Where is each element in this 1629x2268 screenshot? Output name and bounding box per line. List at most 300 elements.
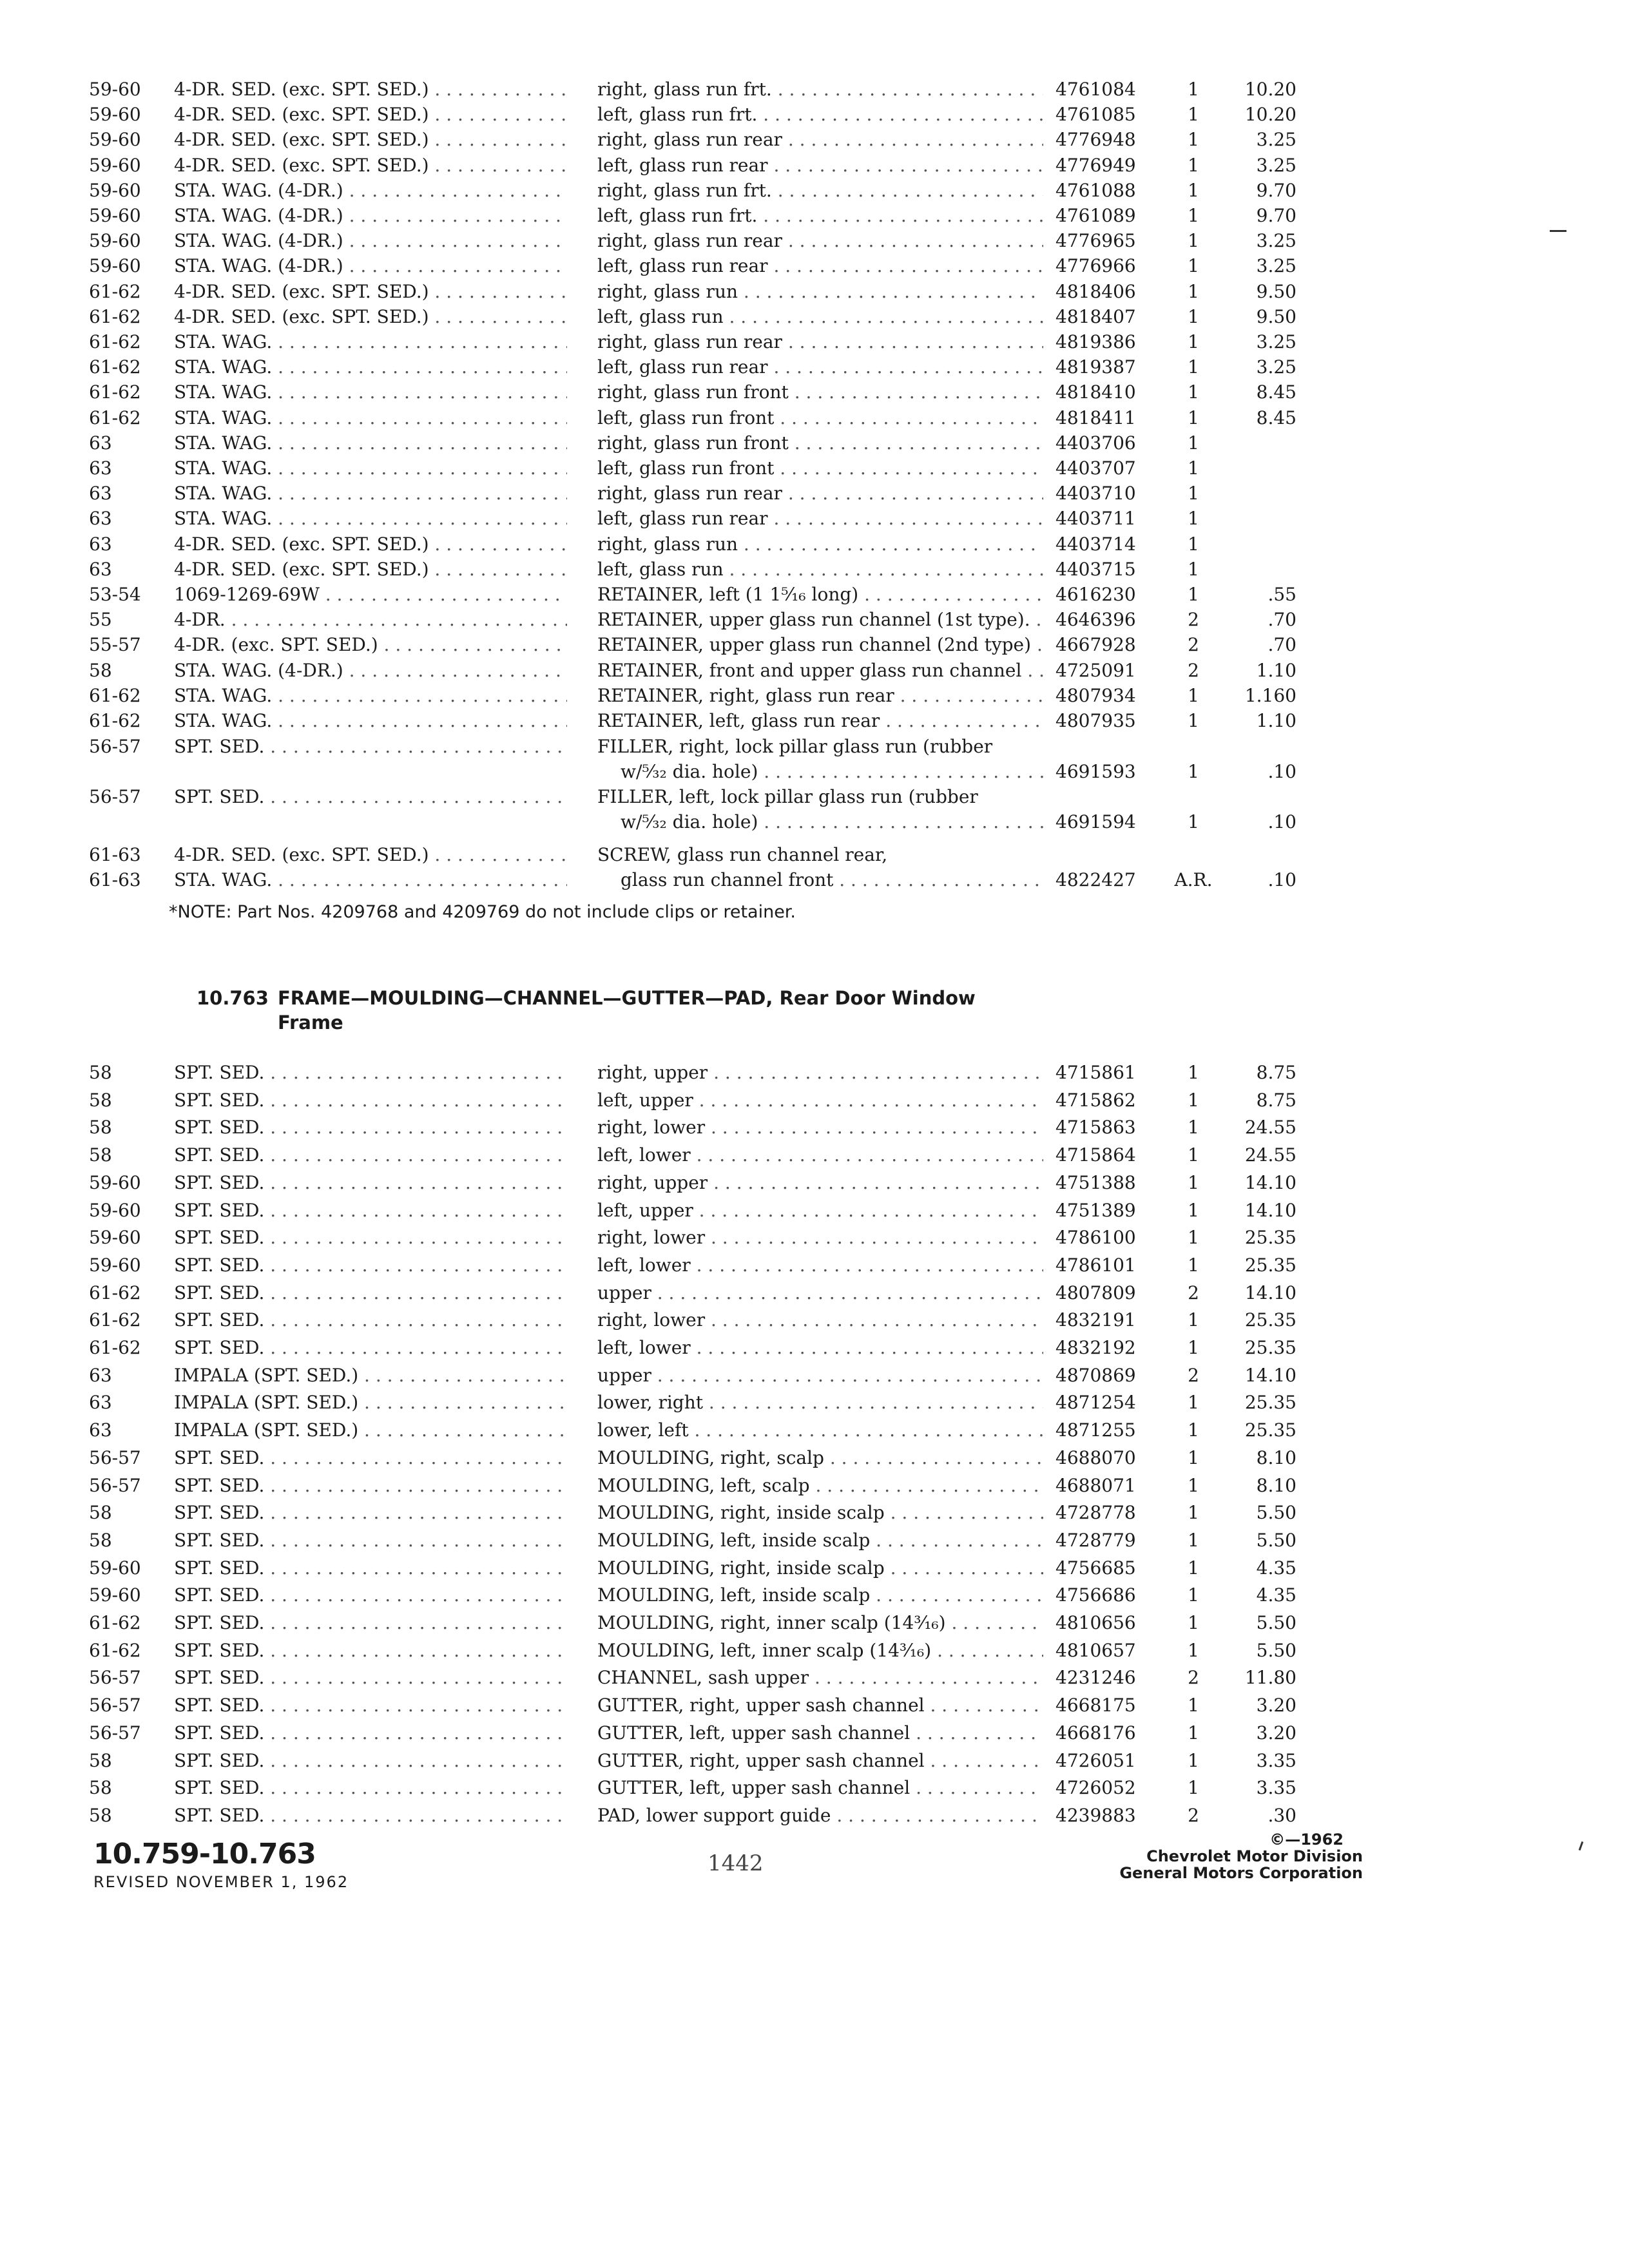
part-number-cell: 4761085	[1055, 104, 1136, 126]
price-cell: 25.35	[1244, 1309, 1296, 1331]
year-cell: 56-57	[89, 1667, 141, 1689]
description-cell: GUTTER, left, upper sash channel . . .	[597, 1722, 1043, 1744]
part-number-cell: 4715861	[1055, 1062, 1136, 1083]
table-row	[0, 331, 1629, 357]
scan-mark	[1550, 230, 1566, 232]
model-cell: SPT. SED. . . .	[174, 1557, 567, 1579]
quantity-cell: 2	[1188, 1804, 1199, 1826]
section-title-line2: Frame	[278, 1012, 343, 1033]
description-cell: right, upper . . .	[597, 1172, 1043, 1194]
part-number-cell: 4807809	[1055, 1282, 1136, 1303]
description-cell: RETAINER, left, glass run rear . . .	[597, 710, 1043, 732]
table-row	[0, 1502, 1629, 1528]
description-cell: left, glass run . . .	[597, 559, 1043, 581]
model-cell: 4-DR. SED. (exc. SPT. SED.) . . .	[174, 281, 567, 303]
description-cell: RETAINER, upper glass run channel (1st type). . . .	[597, 609, 1043, 631]
table-row	[0, 1172, 1629, 1198]
year-cell: 59-60	[89, 1227, 141, 1249]
table-row	[0, 205, 1629, 231]
part-number-cell: 4667928	[1055, 634, 1136, 656]
price-cell: 8.45	[1256, 381, 1296, 403]
table-row	[0, 1475, 1629, 1501]
table-row	[0, 457, 1629, 483]
description-cell: right, glass run rear . . .	[597, 230, 1043, 252]
year-cell: 63	[89, 1419, 112, 1441]
description-cell: left, glass run frt. . . .	[597, 205, 1043, 227]
year-cell: 63	[89, 1392, 112, 1414]
quantity-cell: 1	[1188, 1557, 1199, 1579]
quantity-cell: 1	[1188, 1337, 1199, 1358]
model-cell: 4-DR. . . .	[174, 609, 567, 631]
year-cell: 61-62	[89, 407, 141, 428]
price-cell: .70	[1268, 634, 1296, 656]
description-cell: right, glass run . . .	[597, 281, 1043, 303]
model-cell: STA. WAG. . . .	[174, 331, 567, 353]
part-number-cell: 4818411	[1055, 407, 1136, 428]
table-row	[0, 1805, 1629, 1831]
price-cell: 5.50	[1256, 1529, 1296, 1551]
year-cell: 61-62	[89, 710, 141, 731]
part-number-cell: 4403706	[1055, 432, 1136, 454]
year-cell: 61-62	[89, 331, 141, 352]
part-number-cell: 4728778	[1055, 1502, 1136, 1524]
table-row	[0, 306, 1629, 332]
table-row	[0, 1392, 1629, 1418]
price-cell: 8.45	[1256, 407, 1296, 428]
year-cell: 61-63	[89, 869, 141, 890]
description-cell: right, glass run front . . .	[597, 432, 1043, 454]
price-cell: 3.25	[1256, 255, 1296, 277]
table-row	[0, 660, 1629, 686]
part-number-cell: 4715862	[1055, 1089, 1136, 1111]
price-cell: 3.25	[1256, 129, 1296, 151]
year-cell: 61-63	[89, 844, 141, 865]
part-number-cell: 4832192	[1055, 1337, 1136, 1358]
table-row	[0, 356, 1629, 382]
year-cell: 61-62	[89, 280, 141, 302]
price-cell: 10.20	[1244, 79, 1296, 100]
table-row	[0, 710, 1629, 736]
part-number-cell: 4810657	[1055, 1639, 1136, 1661]
description-cell: left, upper . . .	[597, 1200, 1043, 1222]
price-cell: 8.75	[1256, 1089, 1296, 1111]
description-cell: PAD, lower support guide . . .	[597, 1805, 1043, 1827]
description-cell: RETAINER, right, glass run rear . . .	[597, 685, 1043, 707]
description-cell: MOULDING, left, inner scalp (14³⁄₁₆) . . .	[597, 1640, 1043, 1662]
table-row	[0, 1254, 1629, 1280]
model-cell: SPT. SED. . . .	[174, 1337, 567, 1359]
model-cell: SPT. SED. . . .	[174, 1584, 567, 1606]
revision-date: REVISED NOVEMBER 1, 1962	[93, 1873, 349, 1891]
quantity-cell: 1	[1188, 684, 1199, 706]
table-row	[0, 1640, 1629, 1666]
part-number-cell: 4688070	[1055, 1446, 1136, 1468]
part-number-cell: 4822427	[1055, 869, 1136, 890]
model-cell: 4-DR. SED. (exc. SPT. SED.) . . .	[174, 559, 567, 581]
model-cell: STA. WAG. . . .	[174, 356, 567, 378]
description-cell-continued: w/⁵⁄₃₂ dia. hole) . . .	[597, 761, 1043, 783]
model-cell: SPT. SED. . . .	[174, 1640, 567, 1662]
model-cell: STA. WAG. . . .	[174, 869, 567, 891]
page-number: 1442	[708, 1850, 764, 1876]
model-cell: SPT. SED. . . .	[174, 1667, 567, 1689]
description-cell: left, upper . . .	[597, 1090, 1043, 1111]
description-cell: GUTTER, left, upper sash channel . . .	[597, 1777, 1043, 1799]
year-cell: 56-57	[89, 1474, 141, 1496]
quantity-cell: 2	[1188, 634, 1199, 656]
footnote: *NOTE: Part Nos. 4209768 and 4209769 do not include clips or retainer.	[169, 902, 796, 922]
price-cell: 3.20	[1256, 1695, 1296, 1716]
table-row	[0, 1667, 1629, 1693]
copyright: ©—1962	[1269, 1831, 1344, 1849]
table-row	[0, 1090, 1629, 1115]
description-cell: CHANNEL, sash upper . . .	[597, 1667, 1043, 1689]
description-cell: left, lower . . .	[597, 1144, 1043, 1166]
model-cell: STA. WAG. . . .	[174, 483, 567, 505]
year-cell: 58	[89, 1749, 112, 1771]
table-row	[0, 1447, 1629, 1473]
quantity-cell: 1	[1188, 1254, 1199, 1276]
price-cell: 25.35	[1244, 1419, 1296, 1441]
part-number-cell: 4776965	[1055, 230, 1136, 252]
quantity-cell: 2	[1188, 659, 1199, 681]
year-cell: 59-60	[89, 79, 141, 100]
model-cell: STA. WAG. (4-DR.) . . .	[174, 660, 567, 682]
description-cell: MOULDING, right, inner scalp (14³⁄₁₆) . . .	[597, 1612, 1043, 1634]
description-cell: RETAINER, upper glass run channel (2nd type) . . .	[597, 634, 1043, 656]
price-cell: .10	[1268, 811, 1296, 832]
model-cell: SPT. SED. . . .	[174, 1282, 567, 1304]
model-cell: SPT. SED. . . .	[174, 1777, 567, 1799]
table-row	[0, 1144, 1629, 1170]
quantity-cell: 1	[1188, 1171, 1199, 1193]
description-cell: right, glass run rear . . .	[597, 331, 1043, 353]
part-number-cell: 4715863	[1055, 1117, 1136, 1139]
description-cell: left, glass run front . . .	[597, 457, 1043, 479]
part-number-cell: 4776949	[1055, 154, 1136, 176]
quantity-cell: 1	[1188, 558, 1199, 580]
model-cell: STA. WAG. (4-DR.) . . .	[174, 230, 567, 252]
model-cell: SPT. SED. . . .	[174, 1090, 567, 1111]
model-cell: SPT. SED. . . .	[174, 1722, 567, 1744]
scan-mark	[1579, 1841, 1584, 1850]
quantity-cell: 1	[1188, 1309, 1199, 1331]
year-cell: 58	[89, 1804, 112, 1826]
part-number-cell: 4688071	[1055, 1474, 1136, 1496]
quantity-cell: 1	[1188, 761, 1199, 782]
year-cell: 61-62	[89, 1639, 141, 1661]
year-cell: 63	[89, 558, 112, 580]
section-heading	[197, 986, 976, 1035]
price-cell: 24.55	[1244, 1144, 1296, 1166]
part-number-cell: 4776966	[1055, 255, 1136, 277]
model-cell: SPT. SED. . . .	[174, 786, 567, 808]
model-cell: STA. WAG. (4-DR.) . . .	[174, 255, 567, 277]
description-cell: upper . . .	[597, 1365, 1043, 1387]
model-cell: SPT. SED. . . .	[174, 1254, 567, 1276]
table-row	[0, 1557, 1629, 1583]
year-cell: 58	[89, 1777, 112, 1799]
part-number-cell: 4403715	[1055, 558, 1136, 580]
description-cell: right, glass run frt. . . .	[597, 180, 1043, 202]
table-row	[0, 432, 1629, 458]
model-cell: 4-DR. SED. (exc. SPT. SED.) . . .	[174, 533, 567, 555]
quantity-cell: 1	[1188, 1227, 1199, 1249]
quantity-cell: 1	[1188, 129, 1199, 151]
description-cell: left, glass run rear . . .	[597, 356, 1043, 378]
price-cell: 3.25	[1256, 230, 1296, 252]
table-row	[0, 407, 1629, 433]
table-row	[0, 104, 1629, 130]
price-cell: 14.10	[1244, 1282, 1296, 1303]
part-number-cell: 4871255	[1055, 1419, 1136, 1441]
year-cell: 61-62	[89, 684, 141, 706]
year-cell: 58	[89, 1062, 112, 1083]
part-number-cell: 4691593	[1055, 761, 1136, 782]
price-cell: 8.10	[1256, 1474, 1296, 1496]
price-cell: .55	[1268, 584, 1296, 605]
part-number-cell: 4751389	[1055, 1199, 1136, 1221]
part-number-cell: 4725091	[1055, 659, 1136, 681]
year-cell: 56-57	[89, 1695, 141, 1716]
description-cell: left, glass run rear . . .	[597, 255, 1043, 277]
price-cell: 1.10	[1256, 659, 1296, 681]
quantity-cell: 1	[1188, 1502, 1199, 1524]
part-number-cell: 4751388	[1055, 1171, 1136, 1193]
year-cell: 59-60	[89, 104, 141, 126]
table-row	[0, 1227, 1629, 1253]
year-cell: 59-60	[89, 1584, 141, 1606]
description-cell: right, lower . . .	[597, 1309, 1043, 1331]
table-row	[0, 1419, 1629, 1445]
quantity-cell: 1	[1188, 508, 1199, 530]
year-cell: 61-62	[89, 381, 141, 403]
table-row	[0, 129, 1629, 155]
year-cell: 55	[89, 609, 112, 631]
part-number-cell: 4870869	[1055, 1364, 1136, 1386]
model-cell: STA. WAG. (4-DR.) . . .	[174, 205, 567, 227]
year-cell: 58	[89, 1502, 112, 1524]
description-cell: right, upper . . .	[597, 1062, 1043, 1084]
model-cell: STA. WAG. . . .	[174, 710, 567, 732]
quantity-cell: 2	[1188, 1667, 1199, 1689]
table-row	[0, 1309, 1629, 1335]
description-cell-continued: glass run channel front . . .	[597, 869, 1043, 891]
part-number-cell: 4810656	[1055, 1612, 1136, 1633]
year-cell: 59-60	[89, 255, 141, 277]
quantity-cell: 1	[1188, 1584, 1199, 1606]
publisher-block	[1108, 1831, 1363, 1881]
description-cell: lower, left . . .	[597, 1419, 1043, 1441]
model-cell: 1069-1269-69W . . .	[174, 584, 567, 606]
part-number-cell: 4239883	[1055, 1804, 1136, 1826]
year-cell: 61-62	[89, 305, 141, 327]
price-cell: 14.10	[1244, 1171, 1296, 1193]
price-cell: 8.10	[1256, 1446, 1296, 1468]
quantity-cell: 1	[1188, 154, 1199, 176]
table-row	[0, 1062, 1629, 1088]
price-cell: .10	[1268, 761, 1296, 782]
quantity-cell: 1	[1188, 230, 1199, 252]
part-number-cell: 4818406	[1055, 280, 1136, 302]
table-row	[0, 1584, 1629, 1610]
model-cell: SPT. SED. . . .	[174, 1447, 567, 1469]
model-cell: STA. WAG. . . .	[174, 407, 567, 429]
description-cell: MOULDING, left, inside scalp . . .	[597, 1584, 1043, 1606]
table-row	[0, 255, 1629, 281]
part-number-cell: 4761089	[1055, 205, 1136, 226]
year-cell: 59-60	[89, 205, 141, 226]
model-cell: STA. WAG. . . .	[174, 381, 567, 403]
description-cell: left, glass run rear . . .	[597, 155, 1043, 177]
model-cell: STA. WAG. (4-DR.) . . .	[174, 180, 567, 202]
price-cell: 25.35	[1244, 1392, 1296, 1414]
quantity-cell: 1	[1188, 1446, 1199, 1468]
price-cell: 3.35	[1256, 1777, 1296, 1799]
part-number-cell: 4776948	[1055, 129, 1136, 151]
year-cell: 56-57	[89, 736, 141, 757]
price-cell: 3.35	[1256, 1749, 1296, 1771]
description-cell: MOULDING, right, scalp . . .	[597, 1447, 1043, 1469]
year-cell: 63	[89, 508, 112, 530]
quantity-cell: 1	[1188, 179, 1199, 201]
quantity-cell: 1	[1188, 1777, 1199, 1799]
table-row	[0, 1337, 1629, 1363]
price-cell: 9.50	[1256, 280, 1296, 302]
part-number-cell: 4403707	[1055, 457, 1136, 479]
part-number-cell: 4726051	[1055, 1749, 1136, 1771]
price-cell: 14.10	[1244, 1364, 1296, 1386]
part-number-cell: 4668175	[1055, 1695, 1136, 1716]
part-number-cell: 4691594	[1055, 811, 1136, 832]
description-cell: right, glass run front . . .	[597, 381, 1043, 403]
model-cell: 4-DR. SED. (exc. SPT. SED.) . . .	[174, 79, 567, 101]
table-row	[0, 533, 1629, 559]
year-cell: 53-54	[89, 584, 141, 605]
quantity-cell: 1	[1188, 407, 1199, 428]
quantity-cell: 1	[1188, 1117, 1199, 1139]
year-cell: 56-57	[89, 786, 141, 807]
year-cell: 61-62	[89, 1309, 141, 1331]
description-cell: right, glass run rear . . .	[597, 483, 1043, 505]
price-cell: 4.35	[1256, 1584, 1296, 1606]
year-cell: 55-57	[89, 634, 141, 656]
table-row	[0, 609, 1629, 635]
description-cell: upper . . .	[597, 1282, 1043, 1304]
quantity-cell: 1	[1188, 1062, 1199, 1083]
table-row	[0, 736, 1629, 786]
year-cell: 59-60	[89, 154, 141, 176]
quantity-cell: 1	[1188, 1419, 1199, 1441]
model-cell: 4-DR. (exc. SPT. SED.) . . .	[174, 634, 567, 656]
model-cell: 4-DR. SED. (exc. SPT. SED.) . . .	[174, 306, 567, 328]
description-cell: right, glass run frt. . . .	[597, 79, 1043, 101]
model-cell: SPT. SED. . . .	[174, 1805, 567, 1827]
price-cell: 11.80	[1244, 1667, 1296, 1689]
table-row	[0, 1282, 1629, 1308]
part-number-cell: 4818410	[1055, 381, 1136, 403]
quantity-cell: 1	[1188, 811, 1199, 832]
price-cell: 1.10	[1256, 710, 1296, 731]
table-row	[0, 508, 1629, 533]
description-cell: left, glass run frt. . . .	[597, 104, 1043, 126]
description-cell: MOULDING, left, scalp . . .	[597, 1475, 1043, 1497]
table-row	[0, 559, 1629, 584]
model-cell: SPT. SED. . . .	[174, 1475, 567, 1497]
quantity-cell: 1	[1188, 1089, 1199, 1111]
quantity-cell: 1	[1188, 280, 1199, 302]
description-cell: left, glass run front . . .	[597, 407, 1043, 429]
year-cell: 58	[89, 1117, 112, 1139]
quantity-cell: 1	[1188, 255, 1199, 277]
part-number-cell: 4871254	[1055, 1392, 1136, 1414]
part-number-cell: 4786100	[1055, 1227, 1136, 1249]
quantity-cell: 1	[1188, 584, 1199, 605]
model-cell: STA. WAG. . . .	[174, 432, 567, 454]
price-cell: 8.75	[1256, 1062, 1296, 1083]
description-cell: SCREW, glass run channel rear,	[597, 844, 888, 865]
price-cell: 3.25	[1256, 331, 1296, 352]
year-cell: 59-60	[89, 1557, 141, 1579]
model-cell: SPT. SED. . . .	[174, 1172, 567, 1194]
description-cell: MOULDING, right, inside scalp . . .	[597, 1557, 1043, 1579]
quantity-cell: 1	[1188, 381, 1199, 403]
table-row	[0, 281, 1629, 307]
table-row	[0, 1117, 1629, 1142]
price-cell: 9.70	[1256, 205, 1296, 226]
model-cell: SPT. SED. . . .	[174, 1117, 567, 1139]
quantity-cell: 1	[1188, 710, 1199, 731]
description-cell: right, glass run . . .	[597, 533, 1043, 555]
model-cell: SPT. SED. . . .	[174, 736, 567, 758]
description-cell: GUTTER, right, upper sash channel . . .	[597, 1750, 1043, 1772]
model-cell: STA. WAG. . . .	[174, 685, 567, 707]
quantity-cell: 1	[1188, 305, 1199, 327]
quantity-cell: 1	[1188, 331, 1199, 352]
description-cell: left, lower . . .	[597, 1254, 1043, 1276]
table-row	[0, 1750, 1629, 1776]
quantity-cell: 1	[1188, 1144, 1199, 1166]
description-cell: right, lower . . .	[597, 1117, 1043, 1139]
year-cell: 59-60	[89, 1171, 141, 1193]
footer-left	[93, 1838, 349, 1891]
part-number-cell: 4819387	[1055, 356, 1136, 378]
section-range-code: 10.759-10.763	[93, 1838, 316, 1870]
table-row	[0, 79, 1629, 104]
year-cell: 59-60	[89, 179, 141, 201]
price-cell: 25.35	[1244, 1227, 1296, 1249]
quantity-cell: 2	[1188, 609, 1199, 631]
table-row	[0, 634, 1629, 660]
table-row	[0, 584, 1629, 610]
table-row	[0, 786, 1629, 836]
year-cell: 58	[89, 1529, 112, 1551]
table-row	[0, 1530, 1629, 1555]
quantity-cell: 1	[1188, 1722, 1199, 1744]
part-number-cell: 4786101	[1055, 1254, 1136, 1276]
price-cell: 10.20	[1244, 104, 1296, 126]
part-number-cell: 4403711	[1055, 508, 1136, 530]
year-cell: 59-60	[89, 230, 141, 252]
quantity-cell: 1	[1188, 483, 1199, 505]
model-cell: IMPALA (SPT. SED.) . . .	[174, 1365, 567, 1387]
part-number-cell: 4756685	[1055, 1557, 1136, 1579]
description-cell: left, lower . . .	[597, 1337, 1043, 1359]
quantity-cell: 1	[1188, 1474, 1199, 1496]
part-number-cell: 4403710	[1055, 483, 1136, 505]
price-cell: 25.35	[1244, 1337, 1296, 1358]
year-cell: 63	[89, 457, 112, 479]
